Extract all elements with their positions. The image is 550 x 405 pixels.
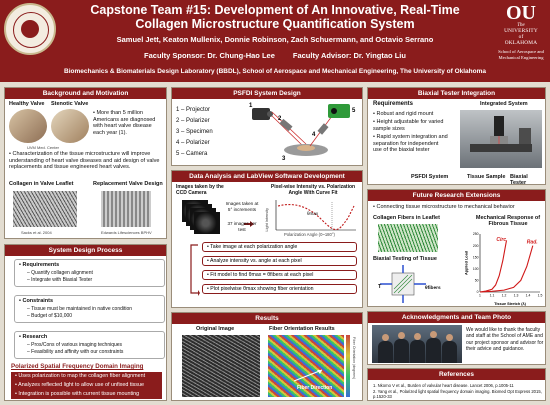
- collagen-mesh-image: [13, 191, 77, 227]
- step-1: • Take image at each polarization angle: [202, 242, 357, 252]
- data-analysis-panel: [171, 170, 363, 308]
- collagen-image-credit: Sacks et al. 2004: [21, 230, 52, 235]
- future-research-panel: [367, 189, 546, 307]
- intensity-x-label: Polarization Angle (0~180°): [284, 232, 335, 237]
- x-tick-label: 1.3: [513, 293, 519, 298]
- biaxial-bullet-1-text: Robust and rigid mount: [376, 111, 434, 117]
- poster-title: [60, 3, 490, 31]
- pslfdi-point-2-text: Analyzes reflected light to allow use of unfixed tissue: [18, 382, 144, 388]
- lab-affiliation: Biomechanics & Biomaterials Design Laboratory (BBDL), School of Aerospace and Mechanical Engineering, The University of Oklahoma: [64, 68, 486, 75]
- ack-heading: Acknowledgments and Team Photo: [368, 312, 545, 323]
- original-microscopy-image: [182, 335, 260, 397]
- results-heading: Results: [172, 313, 362, 324]
- x-axis-label: Tissue Stretch (λ): [494, 302, 526, 306]
- biaxial-tester-label: Biaxial Tester: [510, 174, 528, 185]
- pslfdi-title: Polarized Spatial Frequency Domain Imaging: [11, 363, 144, 370]
- pslfdi-point-3: • Integration is possible with current tissue mounting: [11, 390, 162, 399]
- requirements-title-text: Requirements: [22, 262, 60, 268]
- ou-logo-mark-icon: OU: [506, 2, 536, 24]
- system-design-panel: [4, 244, 167, 401]
- logo-line-2: of: [518, 34, 524, 40]
- y-tick-label: 200: [472, 243, 479, 248]
- reference-2: 2. Yang et al., Polarized light spatial frequency domain imaging. Biomed Opt Express 2015, p.1520-33: [373, 389, 542, 400]
- research-box: [14, 331, 165, 359]
- biaxial-heading: Biaxial Tester Integration: [368, 88, 545, 99]
- x-tick-label: 1: [479, 293, 481, 298]
- requirement-1-text: Quantify collagen alignment: [31, 270, 93, 276]
- process-cycle-arrow-icon: [188, 243, 200, 304]
- research-1-text: Pros/Cons of various imaging techniques: [31, 342, 123, 348]
- collagen-fibers-title: Collagen Fibers in Leaflet: [373, 215, 440, 221]
- x-tick-label: 1.5: [537, 293, 543, 298]
- data-analysis-heading: Data Analysis and LabView Software Development: [172, 171, 362, 182]
- header-banner: [0, 0, 550, 82]
- constraint-2: – Budget of $10,000: [27, 313, 73, 319]
- collagen-fibers-image: [378, 224, 438, 252]
- psfdi-part-1: 1 – Projector: [176, 107, 211, 113]
- pslfdi-point-1-text: Uses polarization to map the collagen fiber alignment: [18, 373, 146, 379]
- logo-line-3: OKLAHOMA: [504, 40, 538, 46]
- ack-text: We would like to thank the faculty and staff at the School of AME and our project sponsor and advisor for their advice and guidance.: [466, 327, 544, 353]
- constraint-1: – Tissue must be maintained in native condition: [27, 306, 133, 312]
- series-label-rad: Rad.: [526, 239, 538, 246]
- logo-the: The: [517, 23, 525, 28]
- psfdi-part-2: 2 – Polarizer: [176, 118, 210, 124]
- integrated-system-rig-icon: [464, 114, 538, 169]
- theta-fibers-label: θfibers: [425, 286, 441, 291]
- requirement-1: – Quantify collagen alignment: [27, 270, 93, 276]
- characterization-bullet: • Characterization of the tissue microstructure will improve understanding of heart valve diseases and aid design of valve replacements and tissue engineered heart valves.: [9, 151, 160, 171]
- title-line-1: Capstone Team #15: Development of An Innovative, Real-Time: [90, 3, 460, 17]
- team-member: [410, 340, 425, 363]
- biaxial-bullet-3-text: Rapid system integration and separation for independent use of the biaxial tester: [373, 134, 448, 154]
- tissue-sample-label: Tissue Sample: [467, 174, 506, 180]
- psfdi-panel: [171, 87, 363, 166]
- x-tick-label: 1.4: [525, 293, 531, 298]
- psfdi-heading: PSFDI System Design: [172, 88, 362, 99]
- constraints-title-text: Constraints: [22, 298, 54, 304]
- requirement-2-text: Integrate with Biaxial Tester: [31, 277, 93, 283]
- requirements-box: [14, 259, 165, 287]
- team-member: [442, 341, 457, 363]
- research-title: • Research: [19, 334, 48, 340]
- requirement-2: – Integrate with Biaxial Tester: [27, 277, 93, 283]
- ccd-images-caption: Images taken by the CCD Camera: [176, 184, 224, 196]
- psfdi-system-label: PSFDI System: [411, 174, 449, 180]
- stenotic-valve-label: Stenotic Valve: [51, 101, 89, 107]
- team-member: [378, 341, 393, 363]
- fiber-direction-label: Fiber Direction: [297, 385, 333, 391]
- future-research-heading: Future Research Extensions: [368, 190, 545, 201]
- team-member: [426, 338, 441, 363]
- title-line-2: Collagen Microstructure Quantification System: [135, 17, 415, 31]
- intensity-y-label: Light Intensity: [265, 208, 269, 232]
- images-note-1: Images taken at 5° increments: [225, 201, 259, 212]
- fiber-results-label: Fiber Orientation Results: [269, 326, 335, 332]
- series-line-rad: [480, 246, 533, 292]
- y-axis-label: Applied Load: [464, 250, 469, 276]
- y-tick-label: 250: [472, 232, 479, 237]
- background-panel: [4, 87, 167, 239]
- ccd-image-4: [194, 212, 220, 234]
- healthy-valve-label: Healthy Valve: [9, 101, 45, 107]
- step-1-text: Take image at each polarization angle: [210, 244, 298, 250]
- pslfdi-point-1: • Uses polarization to map the collagen fiber alignment: [11, 372, 162, 381]
- callout-2: 2: [278, 116, 282, 122]
- research-1: – Pros/Cons of various imaging techniques: [27, 342, 123, 348]
- intensity-title: Pixel-wise Intensity vs. Polarization Angle With Curve Fit: [270, 184, 356, 196]
- research-title-text: Research: [22, 334, 48, 340]
- step-2: • Analyze intensity vs. angle at each pixel: [202, 256, 357, 266]
- biaxial-requirements-title: Requirements: [373, 101, 414, 107]
- step-3: • Fit model to find θmax = θfibers at each pixel: [202, 270, 357, 280]
- series-line-circ: [480, 241, 506, 292]
- callout-3: 3: [282, 156, 286, 162]
- y-tick-label: 150: [472, 255, 479, 260]
- constraint-1-text: Tissue must be maintained in native condition: [31, 306, 133, 312]
- step-3-text: Fit model to find θmax = θfibers at each pixel: [210, 272, 314, 278]
- requirements-title: • Requirements: [19, 262, 60, 268]
- system-design-heading: System Design Process: [5, 245, 166, 256]
- faculty-advisor: Faculty Advisor: Dr. Yingtao Liu: [292, 51, 406, 60]
- step-2-text: Analyze intensity vs. angle at each pixel: [209, 258, 302, 264]
- healthy-valve-image: [9, 109, 47, 143]
- biaxial-bullet-1: • Robust and rigid mount: [373, 111, 434, 117]
- theta-max-label: θmax: [307, 211, 319, 216]
- faculty-sponsor: Faculty Sponsor: Dr. Chung-Hao Lee: [144, 51, 275, 60]
- step-4: • Plot pixelwise θmax showing fiber orientation: [202, 284, 357, 294]
- university-seal-icon: [4, 3, 56, 55]
- mechanical-response-title: Mechanical Response of Fibrous Tissue: [475, 215, 541, 228]
- x-tick-label: 1.1: [489, 293, 495, 298]
- results-panel: [171, 312, 363, 401]
- team-member: [394, 339, 409, 363]
- biaxial-panel: [367, 87, 546, 185]
- orientation-colorbar: [346, 335, 350, 397]
- constraint-2-text: Budget of $10,000: [31, 313, 73, 319]
- references-heading: References: [368, 369, 545, 380]
- pslfdi-point-2: • Analyzes reflected light to allow use of unfixed tissue: [11, 381, 162, 390]
- tension-label: T: [378, 284, 382, 290]
- x-tick-label: 1.2: [501, 293, 507, 298]
- y-tick-label: 100: [472, 267, 479, 271]
- background-heading: Background and Motivation: [5, 88, 166, 99]
- images-note-2: 37 images per test: [227, 221, 257, 232]
- references-panel: [367, 368, 546, 401]
- team-photo: [372, 325, 462, 363]
- original-image-label: Original Image: [196, 326, 235, 332]
- ack-panel: [367, 311, 546, 365]
- mechanical-response-chart: [464, 230, 544, 306]
- stenotic-valve-image: [51, 109, 89, 143]
- constraints-title: • Constraints: [19, 298, 54, 304]
- disease-stat-bullet: • More than 5 million Americans are diagnosed with heart valve disease each year (1).: [93, 110, 156, 136]
- future-bullet-text: Connecting tissue microstructure to mechanical behavior: [376, 204, 515, 210]
- y-tick-label: 50: [474, 278, 479, 283]
- callout-4: 4: [312, 132, 316, 138]
- psfdi-setup-diagram-icon: [248, 102, 358, 166]
- psfdi-part-3: 3 – Specimen: [176, 129, 213, 135]
- replacement-valve-image: [101, 191, 151, 227]
- pslfdi-point-3-text: Integration is possible with current tissue mounting: [18, 391, 140, 397]
- replacement-valve-label: Replacement Valve Design: [93, 181, 163, 187]
- ou-logo: [492, 3, 550, 60]
- series-label-circ: Circ.: [496, 236, 508, 243]
- logo-school-1: School of Aerospace and: [498, 49, 544, 54]
- biaxial-bullet-2-text: Height adjustable for varied sample sizes: [373, 119, 444, 132]
- research-2: – Feasibility and affinity with our constraints: [27, 349, 124, 355]
- psfdi-part-5: 5 – Camera: [176, 151, 208, 157]
- biaxial-bullet-2: • Height adjustable for varied sample sizes: [373, 119, 444, 132]
- valve-image-credit: UVM Med. Center: [27, 145, 60, 150]
- research-2-text: Feasibility and affinity with our constraints: [31, 349, 124, 355]
- biaxial-bullet-3: • Rapid system integration and separation for independent use of the biaxial tester: [373, 134, 448, 154]
- step-4-text: Plot pixelwise θmax showing fiber orientation: [210, 286, 314, 292]
- psfdi-part-4: 4 – Polarizer: [176, 140, 210, 146]
- integrated-system-title: Integrated System: [480, 101, 528, 107]
- collagen-leaflet-label: Collagen in Valve Leaflet: [9, 181, 74, 187]
- future-bullet: • Connecting tissue microstructure to mechanical behavior: [373, 204, 515, 210]
- biaxial-testing-title: Biaxial Testing of Tissue: [373, 256, 437, 262]
- constraints-box: [14, 295, 165, 323]
- reference-1: 1. Nkomo V et al., Burden of valvular heart disease. Lancet 2006, p.1005-11: [373, 383, 514, 388]
- characterization-text: Characterization of the tissue microstructure will improve understanding of heart valve diseases and aid design of valve replacements and tissue engineered heart valves.: [9, 151, 160, 171]
- colorbar-label: Fiber Orientation (degrees): [352, 337, 356, 380]
- logo-line-1: UNIVERSITY: [504, 28, 538, 34]
- psfdi-part-list: [176, 105, 213, 160]
- logo-school-2: Mechanical Engineering: [498, 54, 544, 60]
- callout-1: 1: [249, 103, 253, 109]
- disease-stat-text: More than 5 million Americans are diagnosed with heart valve disease each year (1).: [93, 110, 156, 136]
- callout-5: 5: [352, 108, 356, 114]
- faculty-row: [60, 51, 490, 60]
- replacement-image-credit: Edwards Lifesciences BPHV: [101, 230, 152, 235]
- y-tick-label: 0: [476, 290, 479, 295]
- authors: Samuel Jett, Keaton Mullenix, Donnie Robinson, Zach Schuermann, and Octavio Serrano: [116, 35, 434, 44]
